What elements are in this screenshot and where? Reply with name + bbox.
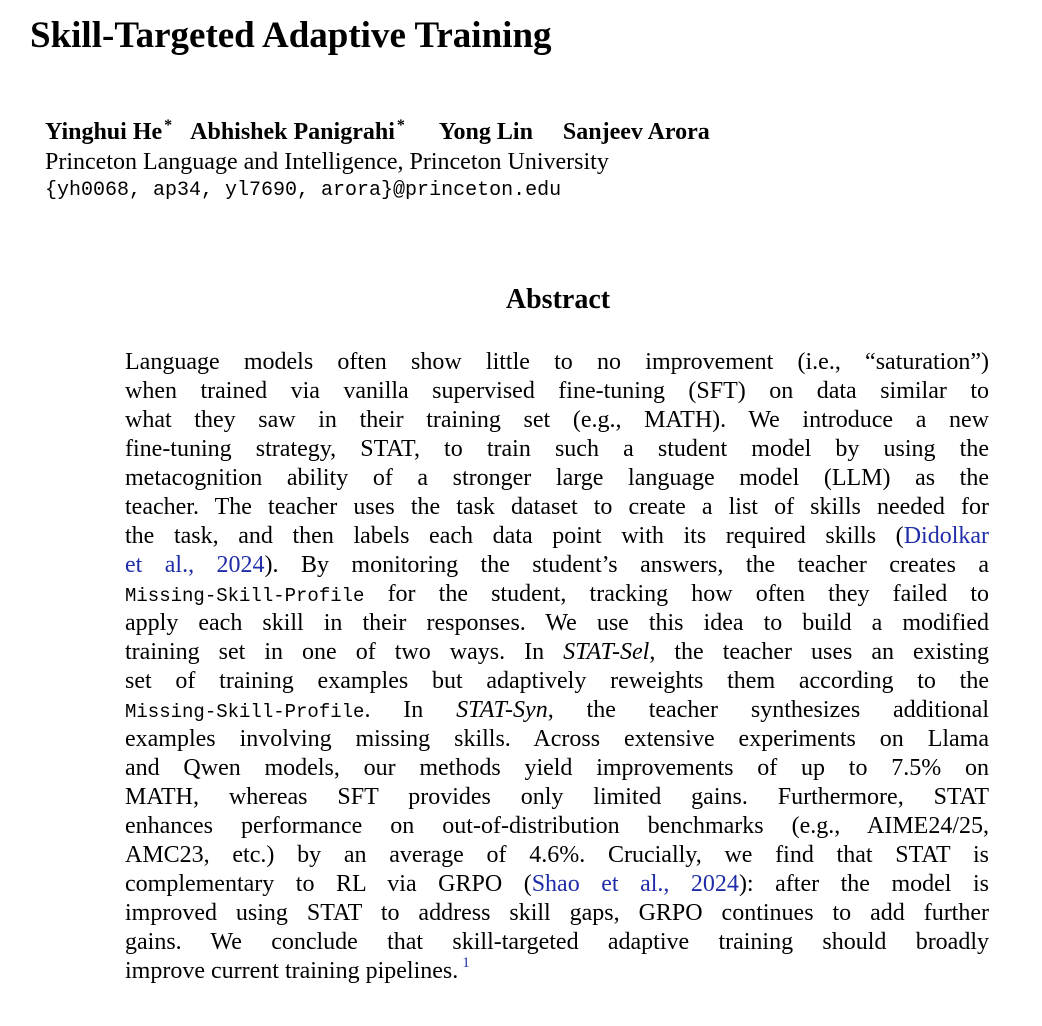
- method-name: STAT-Sel: [563, 639, 650, 665]
- author-name: Yinghui He: [45, 119, 163, 145]
- abstract-line: [125, 522, 989, 551]
- abstract-line: [125, 957, 989, 986]
- abstract-line: gains. We conclude that skill-targeted adaptive training should broadly: [125, 929, 989, 955]
- abstract-line: enhances performance on out-of-distribution benchmarks (e.g., AIME24/25,: [125, 813, 989, 839]
- abstract-line: what they saw in their training set (e.g., MATH). We introduce a new: [125, 407, 989, 433]
- paper-title: Skill-Targeted Adaptive Training: [30, 15, 552, 56]
- abstract-line: metacognition ability of a stronger large language model (LLM) as the: [125, 465, 989, 491]
- line-text: , the teacher uses an existing: [649, 639, 990, 665]
- abstract-line: [125, 870, 989, 899]
- author-1: [45, 116, 172, 148]
- equal-contribution-mark: *: [164, 117, 173, 134]
- abstract-line: and Qwen models, our methods yield improvements of up to 7.5% on: [125, 755, 989, 781]
- author-name: Abhishek Panigrahi: [190, 119, 395, 145]
- abstract-line: when trained via vanilla supervised fine-tuning (SFT) on data similar to: [125, 378, 989, 404]
- abstract-line: teacher. The teacher uses the task dataset to create a list of skills needed for: [125, 494, 989, 520]
- citation-link[interactable]: Shao et al., 2024: [531, 871, 739, 897]
- line-text: improve current training pipelines.: [125, 958, 459, 984]
- code-term: Missing-Skill-Profile: [125, 701, 365, 723]
- footnote-link[interactable]: 1: [462, 955, 470, 971]
- affiliation: Princeton Language and Intelligence, Princeton University: [45, 149, 609, 175]
- author-emails: {yh0068, ap34, yl7690, arora}@princeton.edu: [45, 179, 562, 202]
- citation-link[interactable]: et al., 2024: [125, 552, 265, 578]
- abstract-line: improved using STAT to address skill gaps, GRPO continues to add further: [125, 900, 989, 926]
- author-4: Sanjeev Arora: [562, 119, 710, 145]
- author-3: Yong Lin: [438, 119, 533, 145]
- abstract-line: [125, 580, 989, 609]
- abstract-line: [125, 638, 989, 667]
- abstract-line: Language models often show little to no improvement (i.e., “saturation”): [125, 349, 989, 375]
- citation-link[interactable]: Didolkar: [903, 523, 989, 549]
- abstract-line: set of training examples but adaptively reweights them according to the: [125, 668, 989, 694]
- line-text: ). By monitoring the student’s answers, the teacher creates a: [264, 552, 990, 578]
- abstract-body: [125, 348, 989, 986]
- method-name: STAT-Syn: [456, 697, 548, 723]
- abstract-line: apply each skill in their responses. We use this idea to build a modified: [125, 610, 989, 636]
- author-list: [45, 116, 710, 148]
- abstract-line: fine-tuning strategy, STAT, to train such a student model by using the: [125, 436, 989, 462]
- author-2: [190, 116, 405, 148]
- abstract-heading: Abstract: [505, 284, 611, 315]
- equal-contribution-mark: *: [396, 117, 405, 134]
- line-text: . In: [364, 697, 457, 723]
- line-text: training set in one of two ways. In: [125, 639, 564, 665]
- code-term: Missing-Skill-Profile: [125, 585, 365, 607]
- abstract-line: [125, 696, 989, 725]
- abstract-line: MATH, whereas SFT provides only limited gains. Furthermore, STAT: [125, 784, 989, 810]
- line-text: complementary to RL via GRPO (: [125, 871, 532, 897]
- line-text: , the teacher synthesizes additional: [547, 697, 989, 723]
- abstract-line: AMC23, etc.) by an average of 4.6%. Crucially, we find that STAT is: [125, 842, 989, 868]
- line-text: for the student, tracking how often they failed to: [364, 581, 989, 607]
- line-text: the task, and then labels each data point with its required skills (: [125, 523, 904, 549]
- line-text: ): after the model is: [738, 871, 989, 897]
- abstract-line: examples involving missing skills. Across extensive experiments on Llama: [125, 726, 989, 752]
- abstract-line: [125, 551, 989, 580]
